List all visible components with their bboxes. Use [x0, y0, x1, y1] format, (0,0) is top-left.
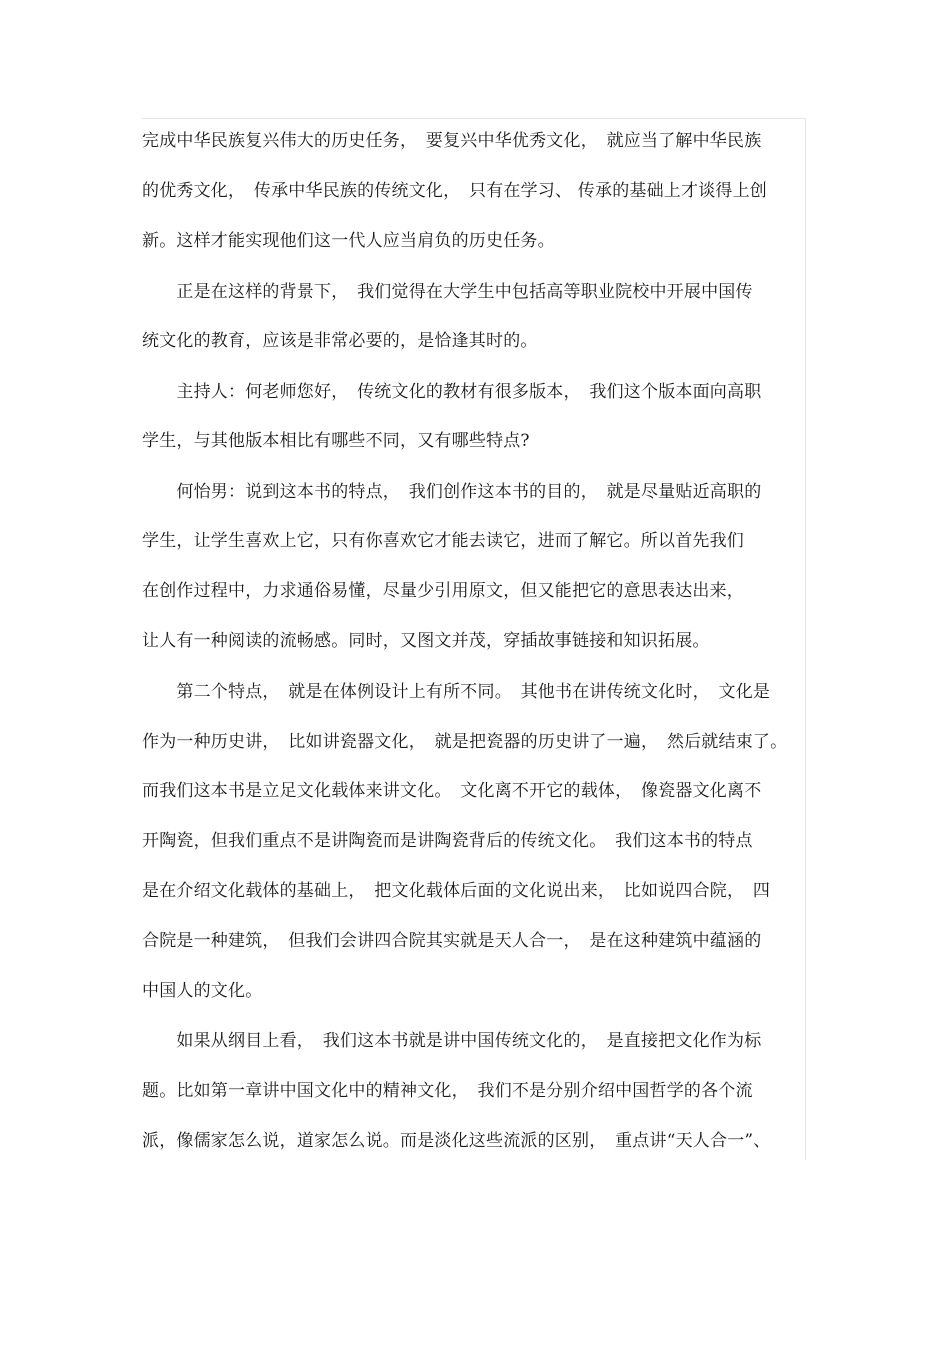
text-line: 统文化的教育，应该是非常必要的，是恰逢其时的。 [142, 331, 538, 351]
text-line: 中国人的文化。 [142, 981, 263, 1001]
text-line: 让人有一种阅读的流畅感。同时，又图文并茂，穿插故事链接和知识拓展。 [142, 631, 710, 651]
text-line: 开陶瓷，但我们重点不是讲陶瓷而是讲陶瓷背后的传统文化。 我们这本书的特点 [142, 831, 753, 851]
text-line: 何怡男：说到这本书的特点， 我们创作这本书的目的， 就是尽量贴近高职的 [142, 482, 762, 502]
text-line: 的优秀文化， 传承中华民族的传统文化， 只有在学习、 传承的基础上才谈得上创 [142, 181, 768, 201]
text-line: 第二个特点， 就是在体例设计上有所不同。 其他书在讲传统文化时， 文化是 [142, 682, 771, 702]
text-line: 如果从纲目上看， 我们这本书就是讲中国传统文化的， 是直接把文化作为标 [142, 1031, 762, 1051]
text-line: 学生，让学生喜欢上它，只有你喜欢它才能去读它，进而了解它。所以首先我们 [142, 531, 744, 551]
text-line: 作为一种历史讲， 比如讲瓷器文化， 就是把瓷器的历史讲了一遍， 然后就结束了。 [142, 732, 788, 752]
text-line: 是在介绍文化载体的基础上， 把文化载体后面的文化说出来， 比如说四合院， 四 [142, 881, 771, 901]
text-line: 主持人：何老师您好， 传统文化的教材有很多版本， 我们这个版本面向高职 [142, 382, 762, 402]
text-line: 在创作过程中，力求通俗易懂，尽量少引用原文，但又能把它的意思表达出来， [142, 581, 744, 601]
text-line: 完成中华民族复兴伟大的历史任务， 要复兴中华优秀文化， 就应当了解中华民族 [142, 131, 762, 151]
text-line: 学生，与其他版本相比有哪些不同，又有哪些特点? [142, 431, 530, 451]
text-line: 派，像儒家怎么说，道家怎么说。而是淡化这些流派的区别， 重点讲“天人合一”、 [142, 1131, 771, 1151]
text-line: 正是在这样的背景下， 我们觉得在大学生中包括高等职业院校中开展中国传 [142, 282, 753, 302]
text-line: 合院是一种建筑， 但我们会讲四合院其实就是天人合一， 是在这种建筑中蕴涵的 [142, 931, 762, 951]
text-line: 新。这样才能实现他们这一代人应当肩负的历史任务。 [142, 231, 555, 251]
text-line: 而我们这本书是立足文化载体来讲文化。 文化离不开它的载体， 像瓷器文化离不 [142, 781, 762, 801]
text-line: 题。比如第一章讲中国文化中的精神文化， 我们不是分别介绍中国哲学的各个流 [142, 1081, 753, 1101]
